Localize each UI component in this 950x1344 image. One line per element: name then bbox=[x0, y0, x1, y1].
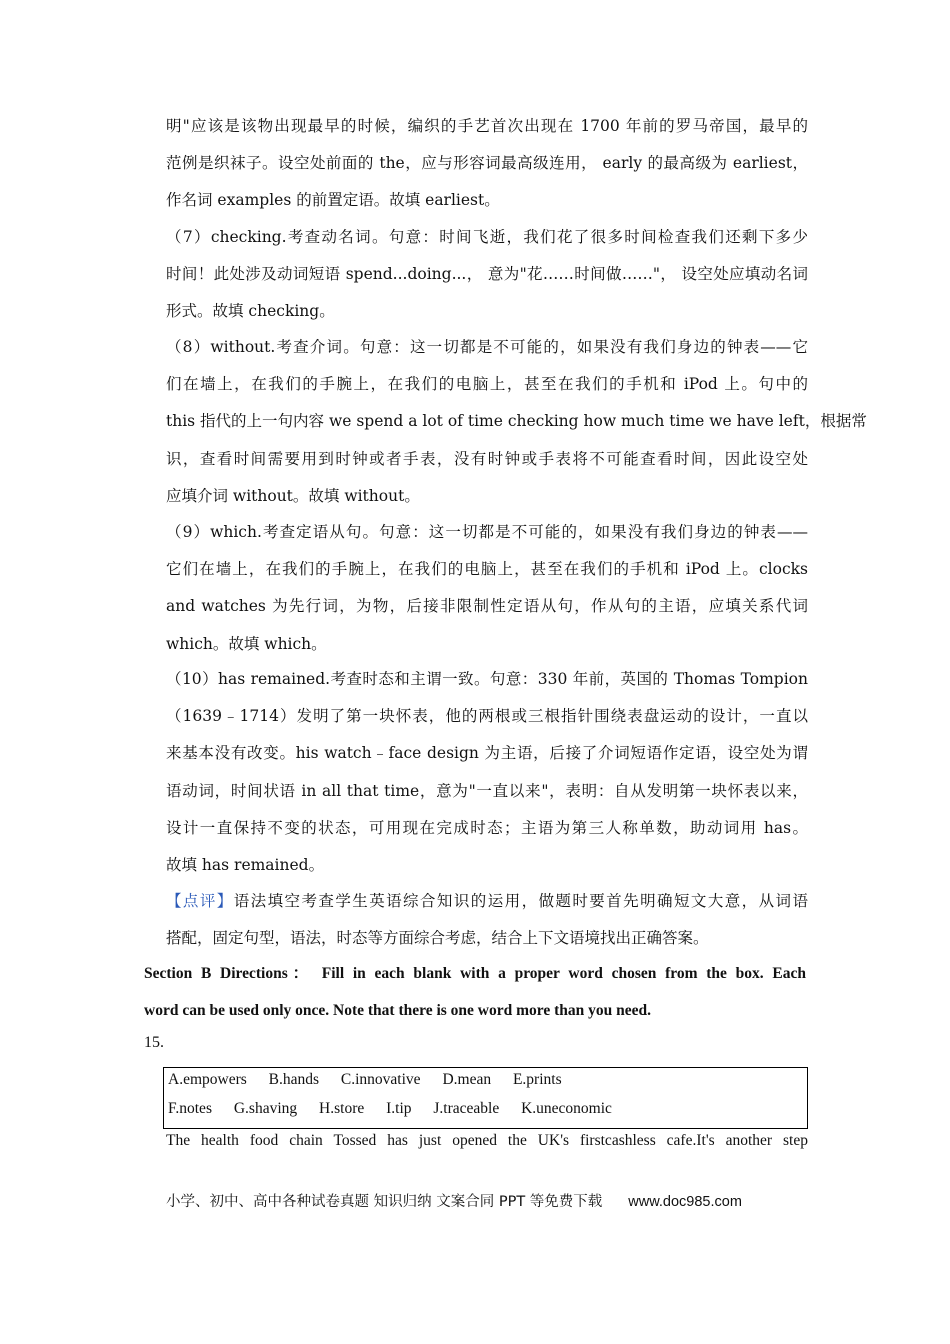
text-line: 识，查看时间需要用到时钟或者手表，没有时钟或手表将不可能查看时间，因此设空处 bbox=[166, 449, 808, 468]
explanation-paragraph-7 bbox=[166, 219, 808, 331]
text-line: this 指代的上一句内容 we spend a lot of time checking how much time we have left，根据常 bbox=[166, 412, 867, 431]
footer-text: 小学、初中、高中各种试卷真题 知识归纳 文案合同 PPT 等免费下载 bbox=[166, 1194, 603, 1210]
page-footer bbox=[166, 1190, 742, 1211]
text-line: 设计一直保持不变的状态，可用现在完成时态；主语为第三人称单数，助动词用 has。 bbox=[166, 818, 808, 837]
text-line: （10）has remained.考查时态和主谓一致。句意：330 年前，英国的 Thomas Tompion bbox=[166, 670, 808, 688]
text-line: （9）which.考查定语从句。句意：这一切都是不可能的，如果没有我们身边的钟表—— bbox=[166, 523, 808, 541]
explanation-paragraph-8 bbox=[166, 329, 867, 515]
text-line: word can be used only once. Note that there is one word more than you need. bbox=[144, 1002, 652, 1019]
text-line: 搭配，固定句型，语法，时态等方面综合考虑，结合上下文语境找出正确答案。 bbox=[166, 929, 709, 948]
passage-first-line: The health food chain Tossed has just opened the UK's firstcashless cafe.It's another step bbox=[166, 1132, 808, 1149]
word-option: F.notes bbox=[168, 1100, 212, 1117]
word-option: D.mean bbox=[442, 1071, 492, 1088]
word-option: C.innovative bbox=[340, 1071, 421, 1088]
text-line: 语动词，时间状语 in all that time，意为"一直以来"，表明：自从发明第一块怀表以来， bbox=[166, 781, 808, 800]
comment-paragraph bbox=[166, 883, 808, 957]
text-line: 范例是织袜子。设空处前面的 the，应与形容词最高级连用， early 的最高级为 earliest， bbox=[166, 154, 808, 173]
explanation-paragraph-10 bbox=[166, 661, 808, 884]
footer-url[interactable]: www.doc985.com bbox=[628, 1194, 742, 1210]
text-line: 们在墙上，在我们的手腕上，在我们的电脑上，甚至在我们的手机和 iPod 上。句中的 bbox=[166, 375, 808, 394]
text-line: （7）checking.考查动名词。句意：时间飞逝，我们花了很多时间检查我们还剩下多少 bbox=[166, 228, 808, 246]
text-line: 形式。故填 checking。 bbox=[166, 302, 335, 321]
text-line: 故填 has remained。 bbox=[166, 856, 325, 875]
text-line: 它们在墙上，在我们的手腕上，在我们的电脑上，甚至在我们的手机和 iPod 上。clocks bbox=[166, 560, 808, 579]
text-line: 作名词 examples 的前置定语。故填 earliest。 bbox=[166, 191, 500, 210]
text-line: Section B Directions： Fill in each blank with a proper word chosen from the box. Each bbox=[144, 965, 806, 982]
comment-text: 语法填空考查学生英语综合知识的运用，做题时要首先明确短文大意，从词语 bbox=[233, 892, 808, 910]
text-line: and watches 为先行词，为物，后接非限制性定语从句，作从句的主语，应填关系代词 bbox=[166, 597, 808, 616]
text-line bbox=[166, 883, 808, 920]
text-line: 应填介词 without。故填 without。 bbox=[166, 486, 420, 505]
question-number: 15. bbox=[144, 1034, 164, 1051]
text-line: 时间！此处涉及动词短语 spend...doing...， 意为"花……时间做……"， 设空处应填动名词 bbox=[166, 265, 808, 284]
word-option: K.uneconomic bbox=[521, 1100, 612, 1117]
comment-tag: 【点评】 bbox=[166, 892, 234, 910]
word-option: H.store bbox=[319, 1100, 365, 1117]
word-option: G.shaving bbox=[233, 1100, 298, 1117]
section-b-directions bbox=[144, 955, 806, 1029]
word-option: A.empowers bbox=[168, 1071, 247, 1088]
text-line: （8）without.考查介词。句意：这一切都是不可能的，如果没有我们身边的钟表——它 bbox=[166, 338, 808, 356]
explanation-paragraph-9 bbox=[166, 514, 808, 663]
word-box-row-1 bbox=[168, 1071, 580, 1095]
word-option: B.hands bbox=[268, 1071, 320, 1088]
explanation-paragraph-6 bbox=[166, 108, 808, 220]
word-option: J.traceable bbox=[433, 1100, 500, 1117]
text-line: 明"应该是该物出现最早的时候，编织的手艺首次出现在 1700 年前的罗马帝国，最早的 bbox=[166, 117, 808, 135]
word-option: I.tip bbox=[386, 1100, 412, 1117]
word-option: E.prints bbox=[512, 1071, 562, 1088]
text-line: which。故填 which。 bbox=[166, 634, 327, 653]
word-box bbox=[163, 1067, 808, 1129]
text-line: 来基本没有改变。his watch﹣face design 为主语，后接了介词短语作定语，设空处为谓 bbox=[166, 744, 808, 763]
text-line: （1639﹣1714）发明了第一块怀表，他的两根或三根指针围绕表盘运动的设计，一直以 bbox=[166, 707, 808, 726]
word-box-row-2 bbox=[168, 1100, 630, 1124]
